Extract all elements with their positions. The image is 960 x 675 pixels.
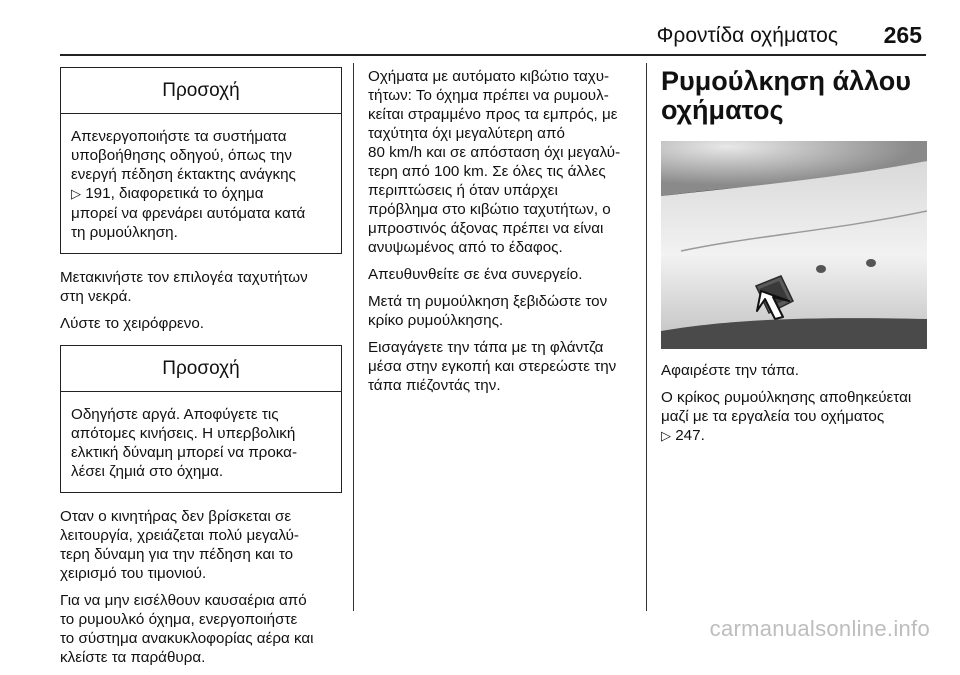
watermark-text: carmanualsonline.info [709,616,930,641]
paragraph [60,268,342,306]
column-2 [368,67,640,403]
text-line: λέσει ζημιά στο όχημα. [71,463,224,480]
text-line: Εισαγάγετε την τάπα με τη φλάντζα [368,339,604,356]
text-line: υποβοήθησης οδηγού, όπως την [71,147,292,164]
text-line: κρίκο ρυμούλκησης. [368,312,504,329]
text-line: μπροστινός άξονας πρέπει να είναι [368,220,604,237]
column-divider-right [646,63,647,611]
text-line: Απευθυνθείτε σε ένα συνεργείο. [368,266,583,283]
text-line: Λύστε το χειρόφρενο. [60,315,204,332]
column-1 [60,67,342,675]
text-line: περιπτώσεις ή όταν υπάρχει [368,182,558,199]
text-line: τερη δύναμη για την πέδηση και το [60,546,294,563]
text-line: ελκτική δύναμη μπορεί να προκα- [71,444,298,461]
text-line: Μετά τη ρυμούλκηση ξεβιδώστε τον [368,293,608,310]
text-line: ενεργή πέδηση έκτακτης ανάγκης [71,166,296,183]
text-line: Ο κρίκος ρυμούλκησης αποθηκεύεται [661,389,912,406]
paragraph [661,361,931,380]
text-line: απότομες κινήσεις. Η υπερβολική [71,425,296,442]
text-line: μπορεί να φρενάρει αυτόματα κατά [71,205,306,222]
text-line: Οχήματα με αυτόματο κιβώτιο ταχυ- [368,68,610,85]
text-line: λειτουργία, χρειάζεται πολύ μεγαλύ- [60,527,299,544]
warning-title-1: Προσοχή [61,68,341,114]
text-line: Μετακινήστε τον επιλογέα ταχυτήτων [60,269,308,286]
warning-title-2: Προσοχή [61,346,341,392]
column-3 [661,67,931,454]
section-heading [661,67,931,125]
text-line: Οταν ο κινητήρας δεν βρίσκεται σε [60,508,292,525]
text-line: Οδηγήστε αργά. Αποφύγετε τις [71,406,279,423]
warning-body-2 [61,392,341,492]
text-line: το ρυμουλκό όχημα, ενεργοποιήστε [60,611,298,628]
paragraph [661,388,931,446]
column-divider-left [353,63,354,611]
bumper-tow-eye-cover-photo [661,141,927,349]
text-line: το σύστημα ανακυκλοφορίας αέρα και [60,630,314,647]
warning-box-1 [60,67,342,254]
warning-box-2 [60,345,342,493]
bumper-illustration [661,141,927,349]
text-line: μέσα στην εγκοπή και στερεώστε την [368,358,617,375]
text-line: τήτων: Το όχημα πρέπει να ρυμουλ- [368,87,609,104]
page-number: 265 [883,22,922,48]
text-line: τη ρυμούλκηση. [71,224,178,241]
paragraph [60,314,342,333]
page-reference-text[interactable]: 191, διαφορετικά το όχημα [85,185,264,202]
text-line: στη νεκρά. [60,288,132,305]
reference-arrow-icon: ▷ [71,187,81,202]
heading-line: Ρυμούλκηση άλλου [661,66,911,96]
paragraph [60,507,342,583]
text-line: πρόβλημα στο κιβώτιο ταχυτήτων, ο [368,201,611,218]
paragraph [368,265,640,284]
text-line: μαζί με τα εργαλεία του οχήματος [661,408,885,425]
page-reference-text[interactable]: 247. [675,427,705,444]
page-header [60,22,926,56]
heading-line: οχήματος [661,95,784,125]
text-line: Απενεργοποιήστε τα συστήματα [71,128,287,145]
paragraph [368,338,640,395]
header-title: Φροντίδα οχήματος [656,24,838,47]
paragraph [368,67,640,257]
text-line: ανυψωμένος από το έδαφος. [368,239,563,256]
paragraph [368,292,640,330]
text-line: κλείστε τα παράθυρα. [60,649,206,666]
text-line: τερη από 100 km. Σε όλες τις άλλες [368,163,606,180]
paragraph [60,591,342,667]
warning-body-1 [61,114,341,253]
text-line: τάπα πιέζοντάς την. [368,377,501,394]
text-line: ταχύτητα όχι μεγαλύτερη από [368,125,565,142]
text-line: Για να μην εισέλθουν καυσαέρια από [60,592,307,609]
text-line: χειρισμό του τιμονιού. [60,565,207,582]
reference-arrow-icon: ▷ [661,429,671,444]
text-line: κείται στραμμένο προς τα εμπρός, με [368,106,618,123]
text-line: Αφαιρέστε την τάπα. [661,362,799,379]
text-line: 80 km/h και σε απόσταση όχι μεγαλύ- [368,144,621,161]
text-line [71,184,331,204]
